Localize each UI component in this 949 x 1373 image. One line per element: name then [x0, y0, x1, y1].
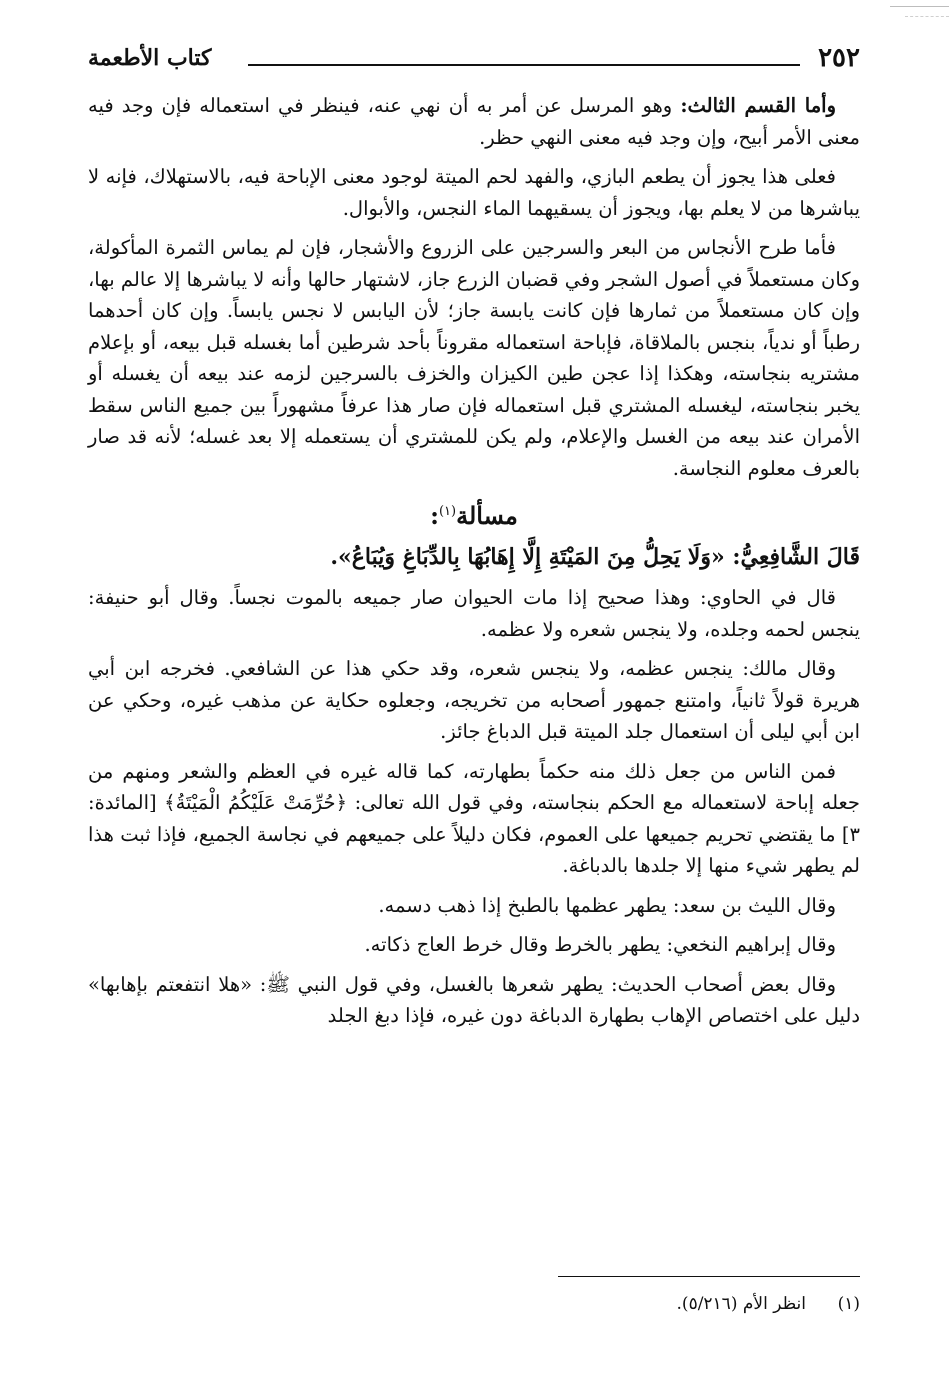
footnote-number: (١) — [837, 1294, 860, 1314]
paragraph-text: فمن الناس من جعل ذلك منه حكماً بطهارته، كما قاله غيره في العظم والشعر ومنهم من جعله إباحة لاستعماله مع الحكم بنجاسته، وفي قول الله تعالى: — [88, 759, 860, 814]
paragraph-fertilizer: فأما طرح الأنجاس من البعر والسرجين على الزروع والأشجار، فإن لم يماس الثمرة المأكولة، وكان مستعملاً في أصول الشجر وفي قضبان الزرع جاز، لاشتهار حالها وأنه لا يباشرها إلا عالم بها، وإن كان مستعملاً من ثمارها فإن كانت يابسة جاز؛ لأن اليابس لا نجس يابساً. وإن كان أحدهما رطباً أو ندياً، بنجس بالملاقاة، فإباحة استعماله مقروناً بأحد شرطين أما بغسله قبل بيعه، أو بإعلام مشتريه بنجاسته، وهكذا إذا عجن طين الكيزان والخزف بالسرجين لزمه عند بيعه أن يغسله أو يخبر بنجاسته، ليغسله المشتري قبل استعماله فإن صار هذا عرفاً مشهوراً بين جميع الناس سقط الأمران عند بيعه من الغسل والإعلام، ولم يكن للمشتري أن يستعمله إلا بعد غسله؛ لأنه قد صار بالعرف معلوم النجاسة. — [88, 236, 860, 480]
paragraph-people — [88, 756, 860, 882]
paragraph-text: [المائدة: ٣] ما يقتضي تحريم جميعها على العموم، فكان دليلاً على جميعهم في نجاسة الجميع، فإذا ثبت هذا لم يطهر شيء منها إلا جلدها بالدباغة. — [88, 791, 860, 877]
page-header — [88, 40, 860, 84]
paragraph-hadith: وقال بعض أصحاب الحديث: يطهر شعرها بالغسل، وفي قول النبي ﷺ: «هلا انتفعتم بإهابها» دليل على اختصاص الإهاب بطهارة الدباغة دون غيره، فإذا دبغ الجلد — [88, 972, 860, 1027]
scan-corner-line-dashed — [905, 16, 949, 17]
body-text — [88, 90, 860, 1032]
footnote-rule — [558, 1276, 860, 1277]
header-rule — [248, 64, 800, 66]
paragraph-hawi: قال في الحاوي: وهذا صحيح إذا مات الحيوان صار جميعه بالموت نجساً. وقال أبو حنيفة: ينجس لحمه وجلده، ولا ينجس شعره ولا عظمه. — [88, 586, 860, 641]
quran-verse: ﴿حُرِّمَتْ عَلَيْكُمُ الْمَيْتَةُ﴾ — [164, 791, 348, 814]
shafii-quote: قَالَ الشَّافِعِيُّ: «وَلَا يَحِلُّ مِنَ المَيْتَةِ إِلَّا إِهَابُهَا بِالدِّبَاغِ وَيُبَاعُ». — [330, 544, 860, 570]
masala-title: مسألة — [456, 501, 518, 530]
masala-heading — [88, 494, 860, 534]
masala-colon: : — [430, 501, 439, 530]
paragraph-text: وهو المرسل عن أمر به أن نهي عنه، فينظر في استعماله فإن وجد فيه معنى الأمر أبيح، وإن وجد فيه معنى النهي حظر. — [88, 94, 860, 149]
paragraph-malik: وقال مالك: ينجس عظمه، ولا ينجس شعره، وقد حكي هذا عن الشافعي. فخرجه ابن أبي هريرة قولاً ثانياً، وامتنع جمهور أصحابه من تخريجه، وجعلوه حكاية عن مذهب غيره، وحكي عن ابن أبي ليلى أن استعمال جلد الميتة قبل الدباغ جائز. — [88, 657, 860, 743]
section-lead: وأما القسم الثالث: — [680, 94, 836, 117]
footnote-marker: (١) — [438, 504, 457, 519]
paragraph-third-section — [88, 90, 860, 153]
running-title: كتاب الأطعمة — [88, 45, 212, 71]
paragraph-falcon: فعلى هذا يجوز أن يطعم البازي، والفهد لحم الميتة لوجود معنى الإباحة فيه، بالاستهلاك، فإنه لا يباشرها من لا يعلم بها، ويجوز أن يسقيهما الماء النجس، والأبوال. — [88, 165, 860, 220]
footnote — [677, 1290, 860, 1318]
paragraph-layth: وقال الليث بن سعد: يطهر عظمها بالطبخ إذا ذهب دسمه. — [378, 893, 836, 917]
page-number: ٢٥٢ — [818, 43, 860, 73]
book-page — [88, 40, 860, 1340]
scan-corner-line — [890, 6, 949, 7]
footnote-text: انظر الأم (٥/٢١٦). — [676, 1294, 806, 1314]
paragraph-nakhai: وقال إبراهيم النخعي: يطهر بالخرط وقال خرط العاج ذكاته. — [364, 933, 836, 956]
